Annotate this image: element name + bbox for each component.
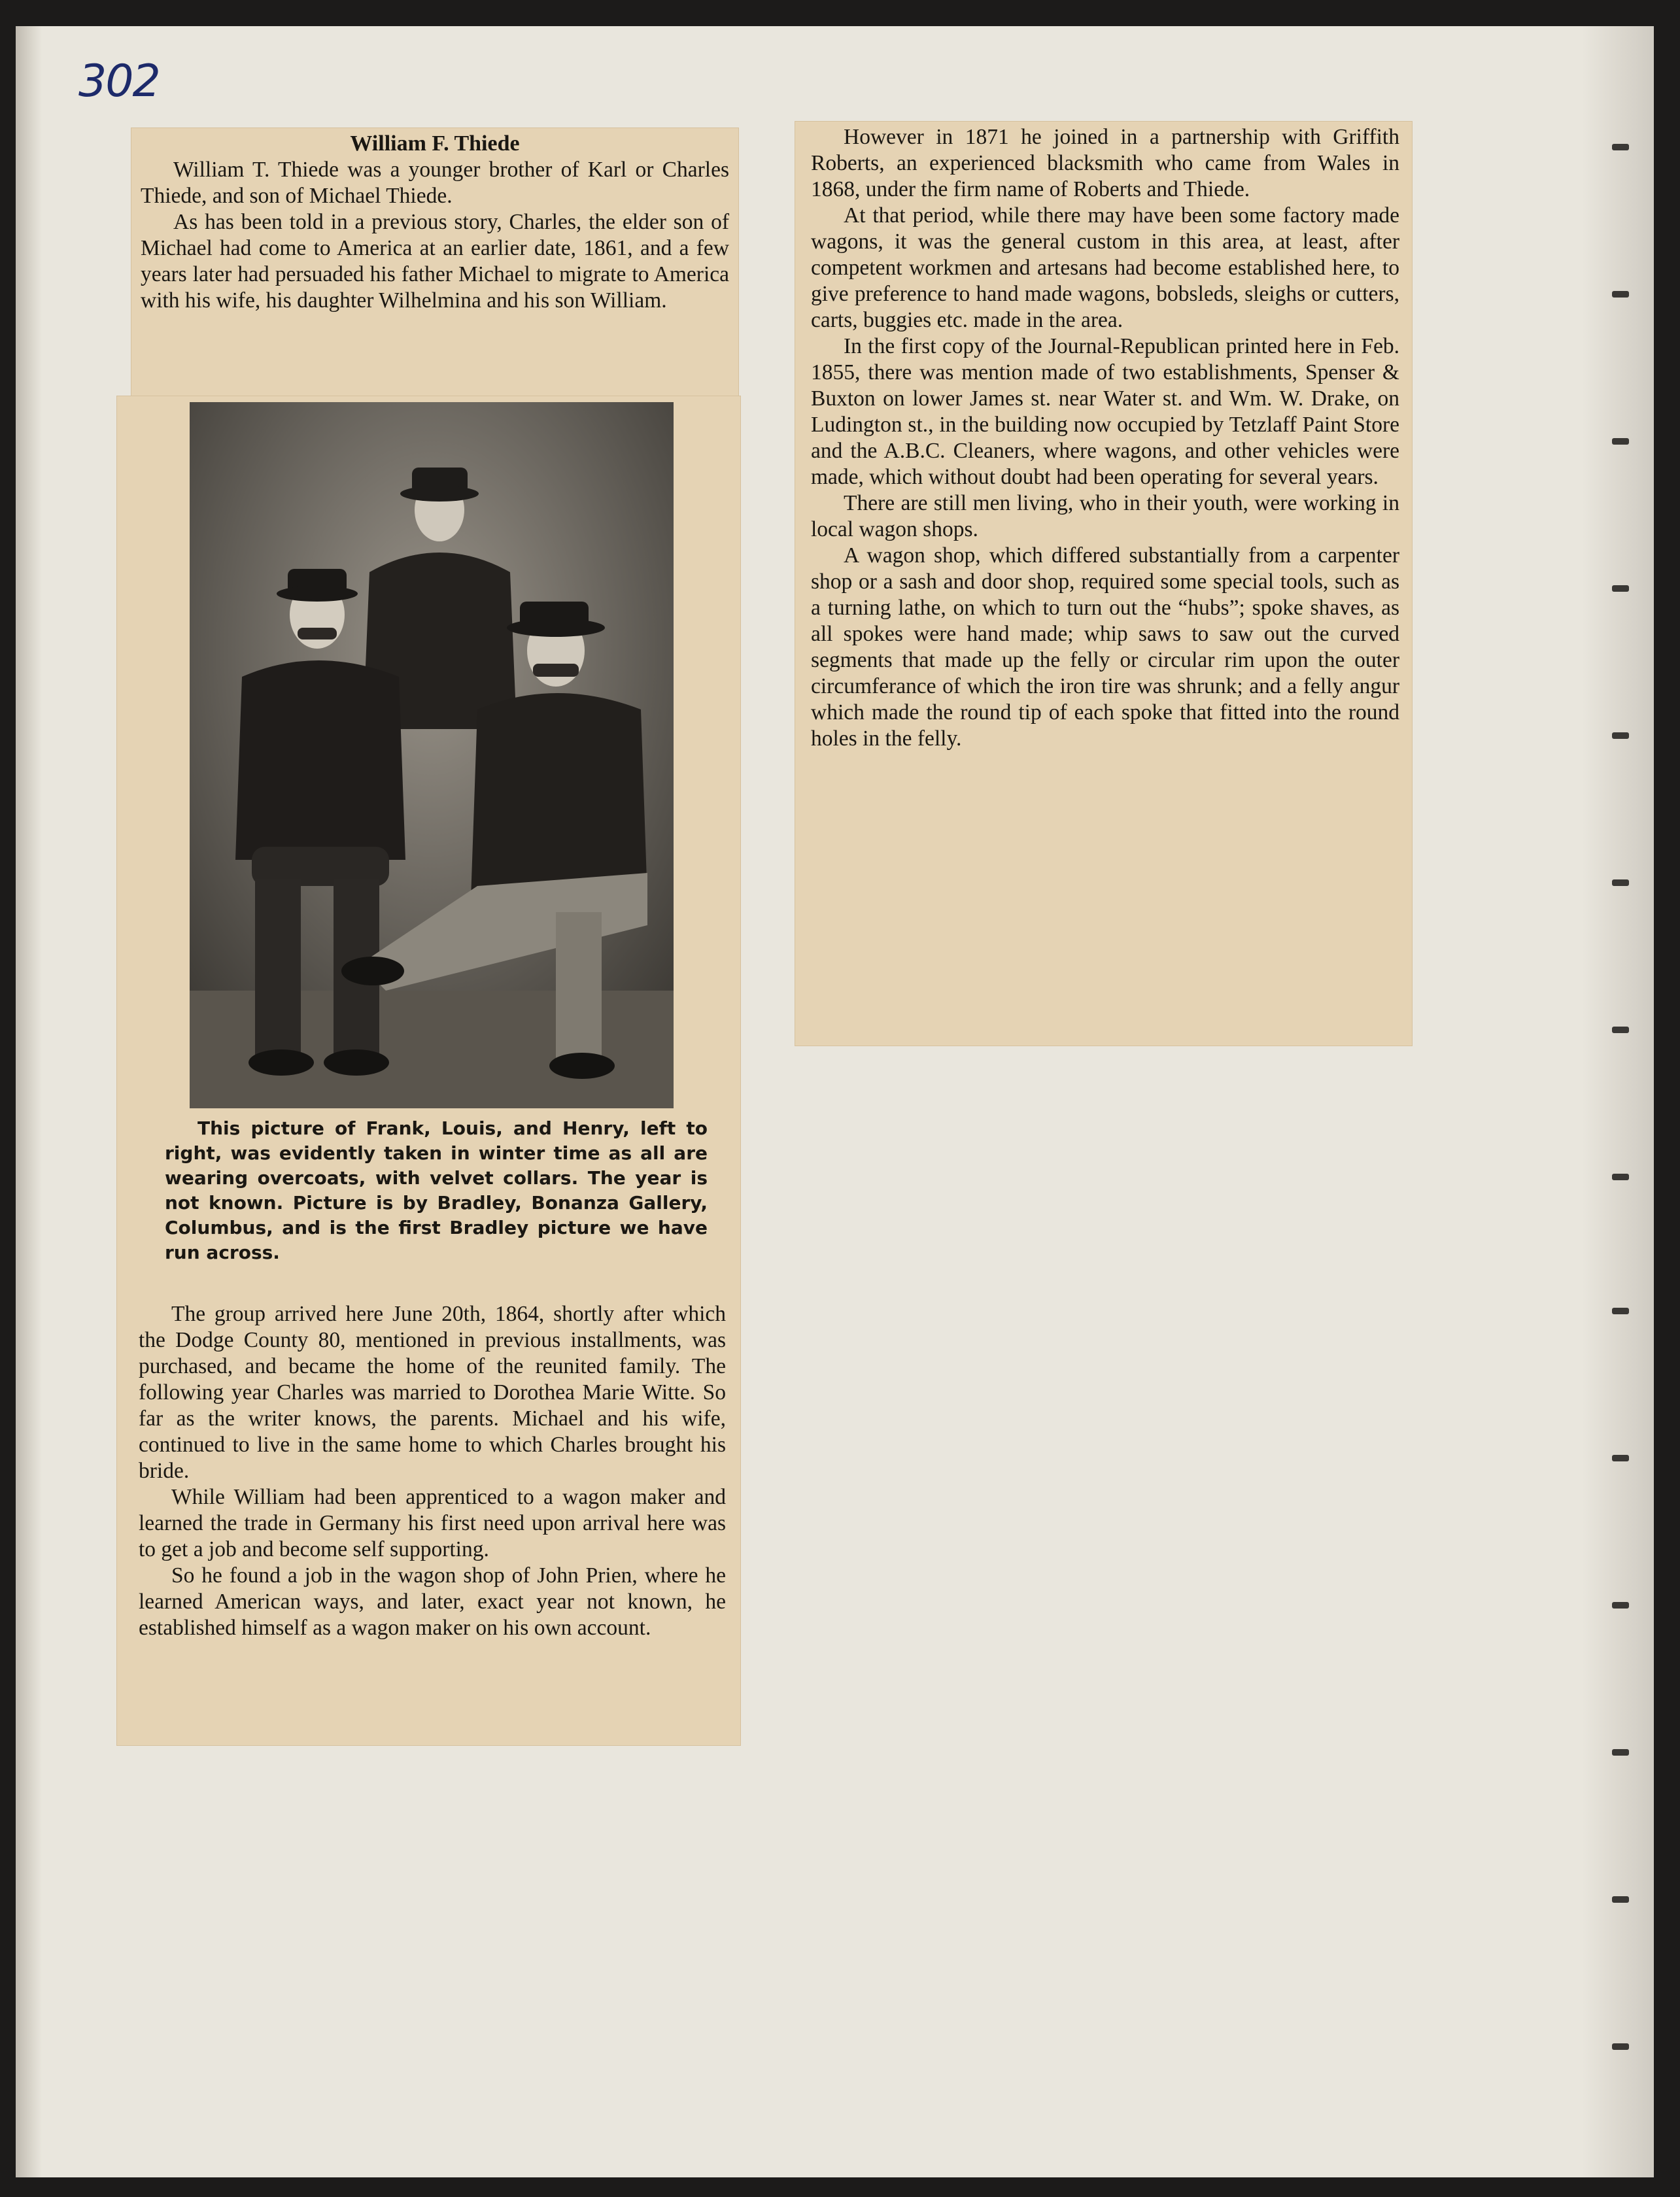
paragraph: While William had been apprenticed to a wagon maker and learned the trade in Germany his first need upon arrival here was to get a job and become self supporting. <box>139 1485 726 1561</box>
photo-illustration <box>190 402 674 1108</box>
paragraph: William T. Thiede was a younger brother of Karl or Charles Thiede, and son of Michael Thiede. <box>141 158 729 208</box>
paragraph: The group arrived here June 20th, 1864, shortly after which the Dodge County 80, mentioned in previous installments, was purchased, and became the home of the reunited family. The following year Charles was married to Dorothea Marie Witte. So far as the writer knows, the parents. Michael and his wife, continued to live in the same home to which Charles brought his bride. <box>139 1302 726 1483</box>
historical-photograph <box>190 402 674 1108</box>
binder-tab <box>1612 1749 1629 1756</box>
page-edge <box>1582 26 1654 2177</box>
left-column-bottom <box>139 1301 726 1641</box>
paragraph: As has been told in a previous story, Charles, the elder son of Michael had come to America at an earlier date, 1861, and a few years later had persuaded his father Michael to migrate to America with his wife, his daughter Wilhelmina and his son William. <box>141 210 729 313</box>
binder-tab <box>1612 1308 1629 1314</box>
paragraph: So he found a job in the wagon shop of John Prien, where he learned American ways, and later, exact year not known, he established himself as a wagon maker on his own account. <box>139 1563 726 1640</box>
paragraph: There are still men living, who in their youth, were working in local wagon shops. <box>811 491 1399 541</box>
binder-tab <box>1612 1455 1629 1461</box>
binder-tab <box>1612 1896 1629 1903</box>
binder-tab <box>1612 732 1629 739</box>
paragraph: At that period, while there may have been some factory made wagons, it was the general custom in this area, at least, after competent workmen and artesans had become established here, to give preference to hand made wagons, bobsleds, sleighs or cutters, carts, buggies etc. made in the area. <box>811 203 1399 332</box>
right-column <box>811 124 1399 752</box>
paragraph: However in 1871 he joined in a partnership with Griffith Roberts, an experienced blacksmith who came from Wales in 1868, under the firm name of Roberts and Thiede. <box>811 125 1399 201</box>
page-number: 302 <box>78 56 160 107</box>
binder-tab <box>1612 1602 1629 1609</box>
article-heading: William F. Thiede <box>350 131 520 156</box>
binding-gutter <box>16 26 42 2177</box>
binder-tab <box>1612 2043 1629 2050</box>
binder-tab <box>1612 1174 1629 1180</box>
binder-tab <box>1612 1027 1629 1033</box>
paragraph: A wagon shop, which differed substantially from a carpenter shop or a sash and door shop, required some special tools, such as a turning lathe, on which to turn out the “hubs”; spoke shaves, as all spokes were hand made; whip saws to saw out the curved segments that made up the felly or circular rim upon the outer circumferance of which the iron tire was shrunk; and a felly angur which made the round tip of each spoke that fitted into the round holes in the felly. <box>811 543 1399 751</box>
binder-tab <box>1612 144 1629 150</box>
paragraph: In the first copy of the Journal-Republican printed here in Feb. 1855, there was mention made of two establishments, Spenser & Buxton on lower James st. near Water st. and Wm. W. Drake, on Ludington st., in the building now occupied by Tetzlaff Paint Store and the A.B.C. Cleaners, where wagons, and other vehicles were made, which without doubt had been operating for several years. <box>811 334 1399 489</box>
binder-tab <box>1612 291 1629 298</box>
binder-tab <box>1612 585 1629 592</box>
left-column-top <box>141 131 729 314</box>
binder-tab <box>1612 879 1629 886</box>
caption-text: This picture of Frank, Louis, and Henry, left to right, was evidently taken in winter time as all are wearing overcoats, with velvet collars. The year is not known. Picture is by Bradley, Bonanza Gallery, Columbus, and is the first Bradley picture we have run across. <box>165 1117 708 1263</box>
photo-caption <box>165 1116 708 1265</box>
binder-tab <box>1612 438 1629 445</box>
